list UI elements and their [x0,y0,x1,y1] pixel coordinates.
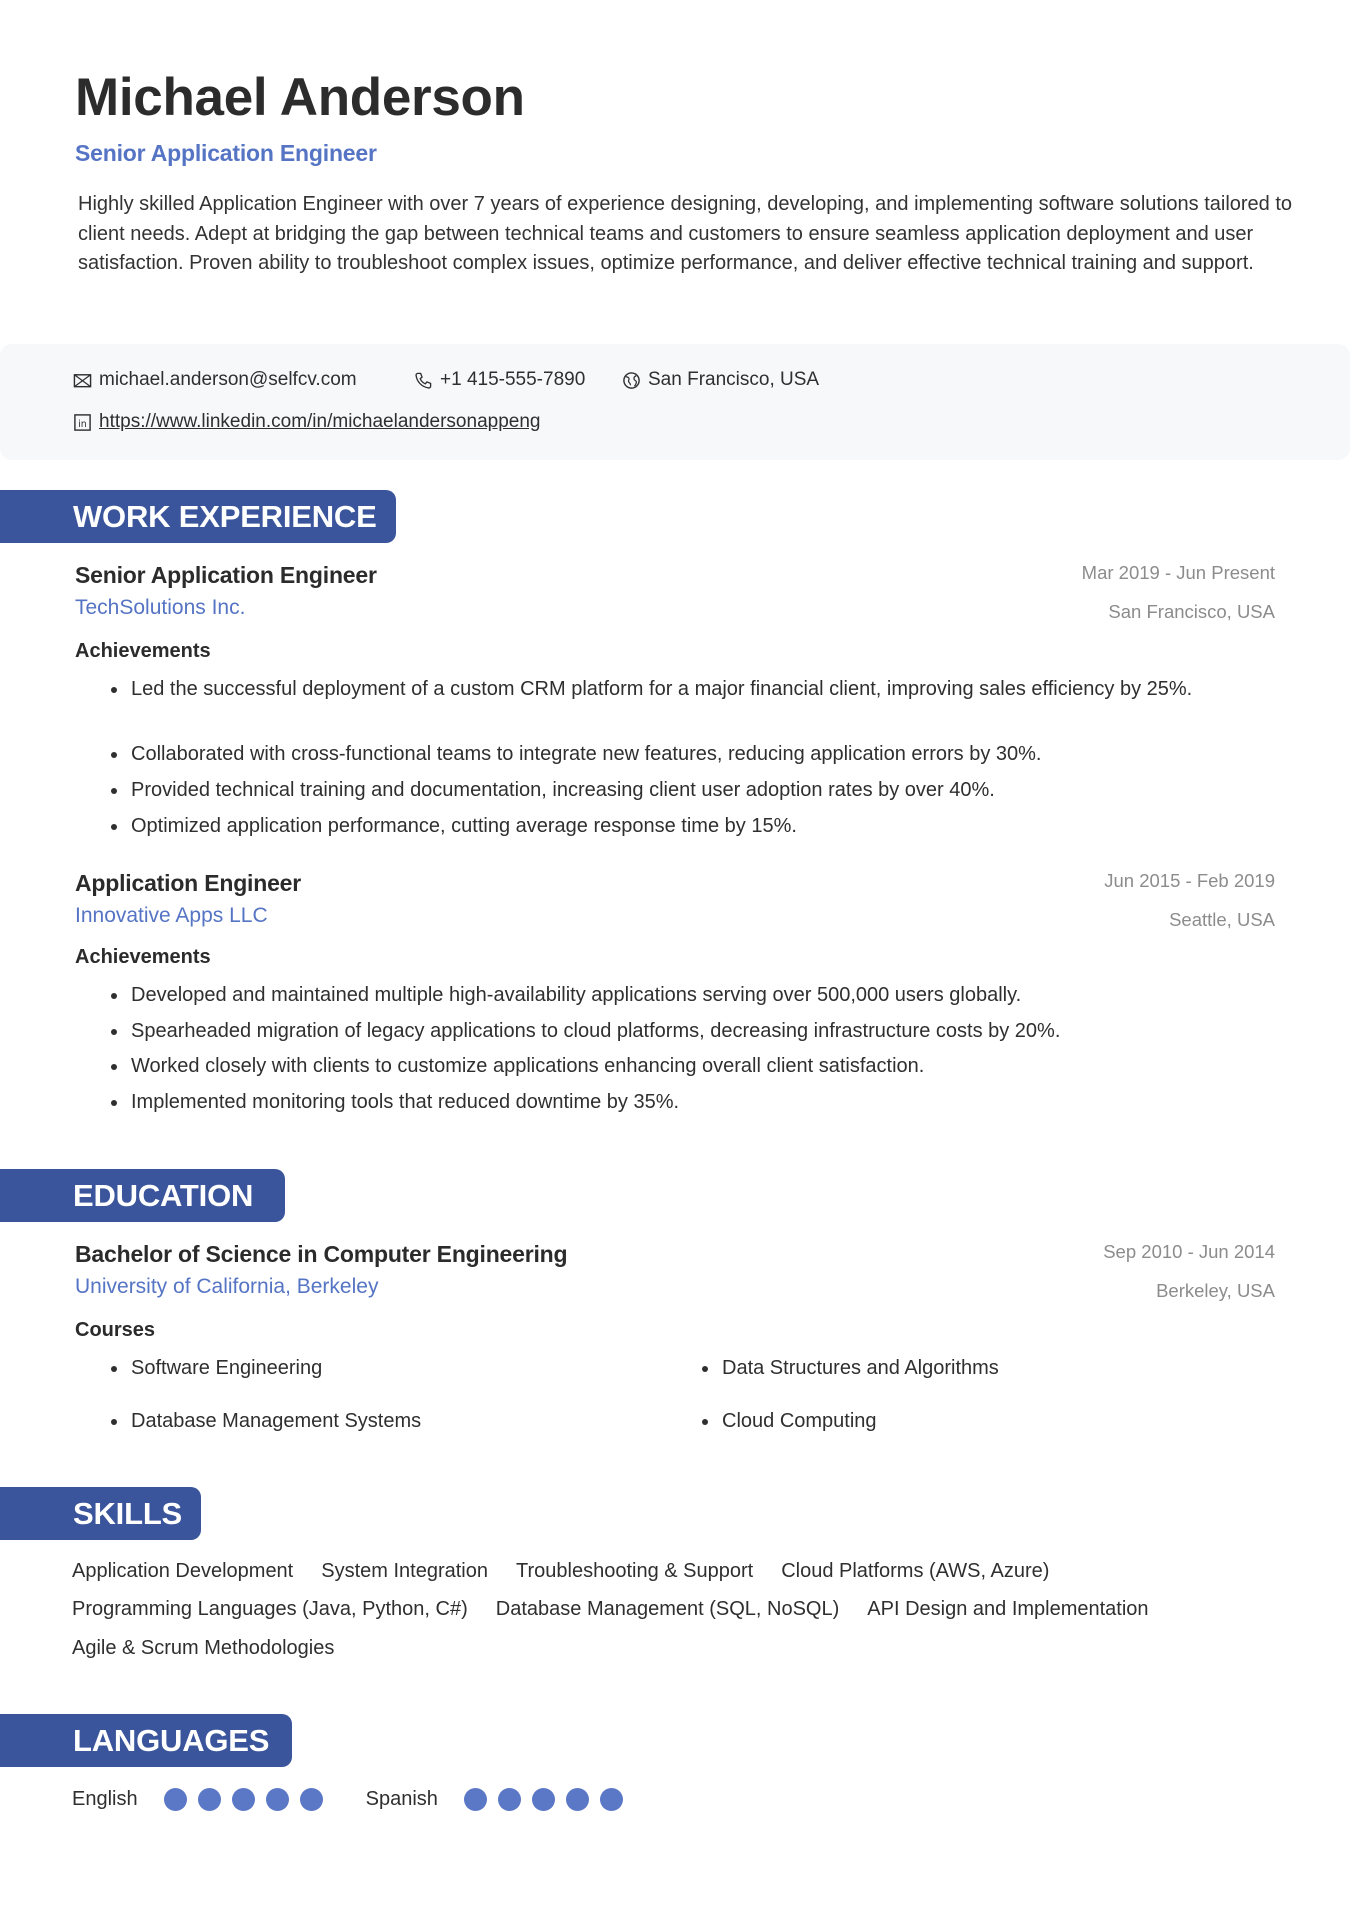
proficiency-dot-icon [266,1788,289,1811]
skills-row [72,1557,1049,1585]
contact-phone[interactable] [414,367,585,393]
achievement-item: Spearheaded migration of legacy applications to cloud platforms, decreasing infrastructure costs by 20%. [131,1016,1281,1046]
envelope-icon [73,371,92,390]
achievement-item: Developed and maintained multiple high-availability applications serving over 500,000 users globally. [131,980,1281,1010]
linkedin-icon [73,413,92,432]
achievements-label: Achievements [75,946,211,968]
location-text: San Francisco, USA [648,369,820,390]
contact-linkedin[interactable] [73,409,540,435]
skill-item: Agile & Scrum Methodologies [72,1637,335,1659]
skill-item: Programming Languages (Java, Python, C#) [72,1598,468,1620]
job-title: Application Engineer [75,870,302,896]
languages-row [72,1785,666,1813]
email-text: michael.anderson@selfcv.com [99,369,357,390]
achievement-item: Led the successful deployment of a custom CRM platform for a major financial client, improving sales efficiency by 25%. [131,674,1281,704]
company-name: TechSolutions Inc. [75,596,246,619]
skills-row [72,1634,334,1662]
job-title: Senior Application Engineer [75,562,377,588]
profile-summary: Highly skilled Application Engineer with over 7 years of experience designing, developing, and implementing software solutions tailored to client needs. Adept at bridging the gap between technical teams and customers to ensure seamless application deployment and user satisfaction. Proven ability to troubleshoot complex issues, optimize performance, and deliver effective technical training and support. [78,193,1293,275]
section-header-work-experience: WORK EXPERIENCE [0,490,396,543]
job-location: Seattle, USA [1169,909,1275,930]
course-item: Software Engineering [131,1353,651,1383]
course-item: Data Structures and Algorithms [722,1353,1242,1383]
proficiency-dots [464,1788,623,1811]
courses-label: Courses [75,1319,156,1341]
skill-item: Cloud Platforms (AWS, Azure) [781,1560,1050,1582]
job-dates: Mar 2019 - Jun Present [1081,562,1275,583]
proficiency-dot-icon [198,1788,221,1811]
skills-row [72,1595,1149,1623]
language-name: Spanish [365,1788,438,1810]
linkedin-link[interactable]: https://www.linkedin.com/in/michaelandersonappeng [99,411,541,432]
skill-item: Database Management (SQL, NoSQL) [495,1598,840,1620]
achievement-item: Collaborated with cross-functional teams to integrate new features, reducing application errors by 30%. [131,739,1281,769]
globe-icon [622,371,641,390]
phone-icon [414,371,433,390]
degree-title: Bachelor of Science in Computer Engineering [75,1241,568,1267]
skill-item: System Integration [321,1560,488,1582]
achievements-label: Achievements [75,640,211,662]
education-location: Berkeley, USA [1156,1280,1275,1301]
language-name: English [72,1788,138,1810]
skill-item: Troubleshooting & Support [516,1560,754,1582]
skill-item: Application Development [72,1560,294,1582]
job-dates: Jun 2015 - Feb 2019 [1104,870,1275,891]
skill-item: API Design and Implementation [867,1598,1149,1620]
achievement-item: Provided technical training and documentation, increasing client user adoption rates by over 40%. [131,775,1281,805]
proficiency-dot-icon [232,1788,255,1811]
phone-text: +1 415-555-7890 [440,369,586,390]
contact-email[interactable] [73,367,357,393]
proficiency-dots [164,1788,323,1811]
proficiency-dot-icon [600,1788,623,1811]
job-location: San Francisco, USA [1108,601,1275,622]
course-item: Cloud Computing [722,1406,1242,1436]
candidate-name: Michael Anderson [75,68,525,127]
proficiency-dot-icon [498,1788,521,1811]
candidate-role: Senior Application Engineer [75,140,377,166]
school-name: University of California, Berkeley [75,1275,379,1298]
proficiency-dot-icon [566,1788,589,1811]
achievement-item: Optimized application performance, cutting average response time by 15%. [131,811,1281,841]
proficiency-dot-icon [464,1788,487,1811]
proficiency-dot-icon [164,1788,187,1811]
section-header-education: EDUCATION [0,1169,285,1222]
proficiency-dot-icon [300,1788,323,1811]
contact-location [622,367,819,393]
education-dates: Sep 2010 - Jun 2014 [1103,1241,1275,1262]
company-name: Innovative Apps LLC [75,904,268,927]
course-item: Database Management Systems [131,1406,651,1436]
section-header-skills: SKILLS [0,1487,201,1540]
section-header-languages: LANGUAGES [0,1714,292,1767]
contact-panel [0,344,1350,460]
achievement-item: Worked closely with clients to customize applications enhancing overall client satisfaction. [131,1051,1281,1081]
svg-text:in: in [78,418,87,430]
achievement-item: Implemented monitoring tools that reduced downtime by 35%. [131,1087,1281,1117]
proficiency-dot-icon [532,1788,555,1811]
